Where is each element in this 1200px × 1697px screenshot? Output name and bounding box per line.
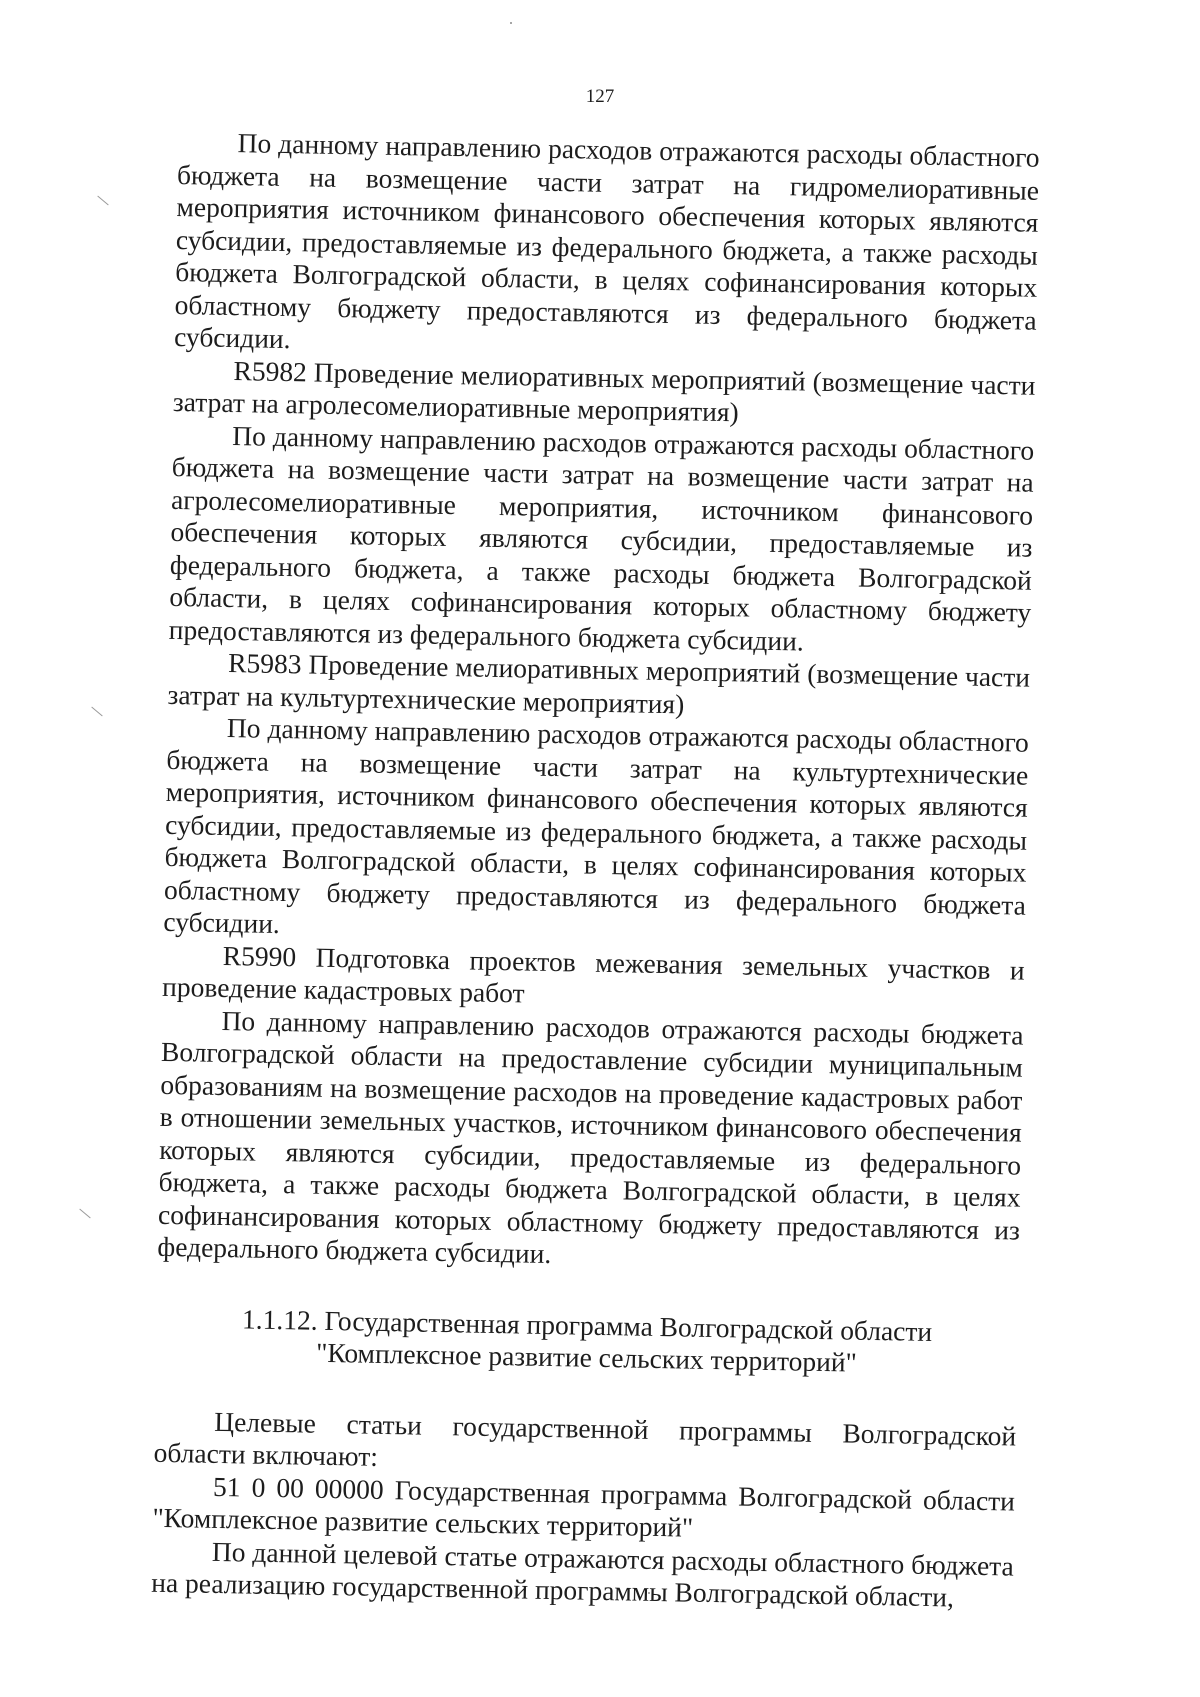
page-number: 127	[585, 86, 615, 107]
scan-artifact	[79, 1209, 90, 1219]
body-paragraph: По данному направлению расходов отражаются расходы областного бюджета на возмещение части затрат на возмещение части затрат на агролесомелиоративные мероприятия, источником финансового обеспечения которых являются субсидии, предоставляемые из федерального бюджета, а также расходы бюджета Волгоградской области, в целях софинансирования которых областному бюджету предоставляются из федерального бюджета субсидии.	[168, 419, 1035, 657]
scan-artifact	[510, 22, 512, 24]
body-paragraph: По данному направлению расходов отражаются расходы бюджета Волгоградской области на предоставление субсидии муниципальным образованиям на возмещение расходов на проведение кадастровых работ в отношении земельных участков, источником финансового обеспечения которых являются субсидии, предоставляемые из федерального бюджета, а также расходы бюджета Волгоградской области, в целях софинансирования которых областному бюджету предоставляются из федерального бюджета субсидии.	[157, 1004, 1024, 1270]
body-paragraph: По данному направлению расходов отражаются расходы областного бюджета на возмещение части затрат на гидромелиоративные мероприятия источником финансового обеспечения которых являются субсидии, предоставляемые из федерального бюджета, а также расходы бюджета Волгоградской области, в целях софинансирования которых областному бюджету предоставляются из федерального бюджета субсидии.	[173, 127, 1040, 355]
section-heading-line: "Комплексное развитие сельских территорий"	[315, 1336, 858, 1378]
body-paragraph: 51 0 00 00000 Государственная программа Волгоградской области "Комплексное развитие сельских территорий"	[152, 1470, 1016, 1543]
scan-artifact	[91, 707, 102, 717]
body-paragraph: По данной целевой статье отражаются расходы областного бюджета на реализацию государственной программы Волгоградской области,	[151, 1535, 1015, 1613]
document-body	[151, 126, 1040, 1615]
body-paragraph: R5982 Проведение мелиоративных мероприятий (возмещение части затрат на агролесомелиоративные мероприятия)	[172, 354, 1036, 428]
section-heading-line: 1.1.12. Государственная программа Волгоградской области	[241, 1302, 933, 1347]
body-paragraph: По данному направлению расходов отражаются расходы областного бюджета на возмещение части затрат на культуртехнические мероприятия, источником финансового обеспечения которых являются субсидии, предоставляемые из федерального бюджета, а также расходы бюджета Волгоградской области, в целях софинансирования которых областному бюджету предоставляются из федерального бюджета субсидии.	[163, 712, 1030, 939]
scan-artifact	[97, 196, 108, 206]
section-heading	[155, 1301, 1018, 1382]
body-paragraph: Целевые статьи государственной программы Волгоградской области включают:	[153, 1405, 1017, 1472]
body-paragraph: R5990 Подготовка проектов межевания земельных участков и проведение кадастровых работ	[161, 939, 1025, 1009]
body-paragraph: R5983 Проведение мелиоративных мероприятий (возмещение части затрат на культуртехнические мероприятия)	[167, 647, 1031, 719]
